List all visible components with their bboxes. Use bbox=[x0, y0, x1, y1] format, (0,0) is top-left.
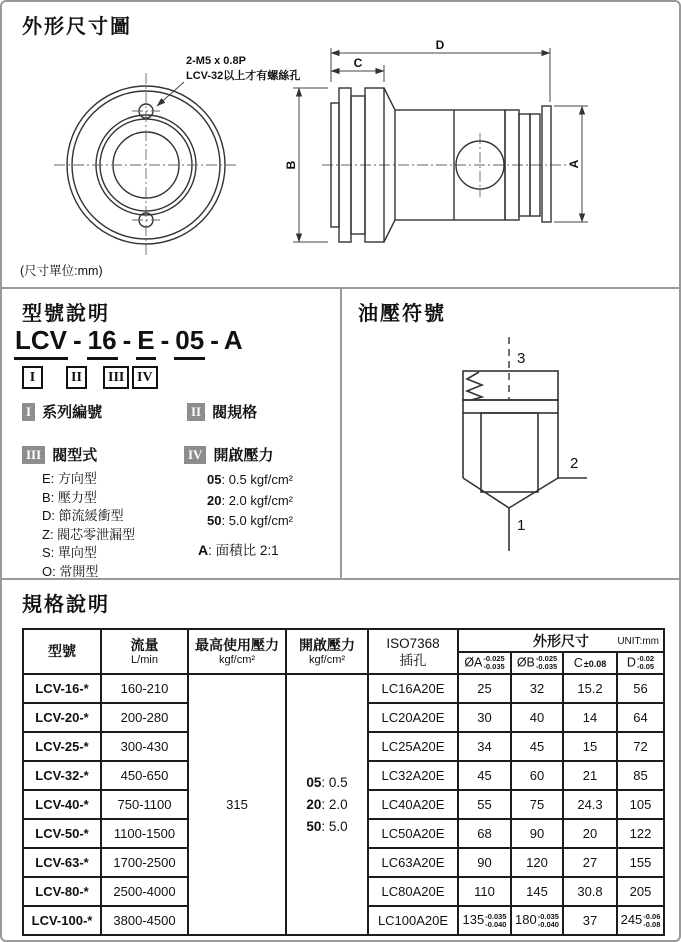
tolerance-stack bbox=[483, 655, 504, 671]
dim-a-cell: 90 bbox=[458, 848, 511, 877]
hydraulic-symbol-section bbox=[342, 289, 679, 578]
legend-opening-pressure: IV 開啟壓力 bbox=[184, 444, 273, 465]
dim-d-cell: 72 bbox=[617, 732, 664, 761]
dim-b-cell: 60 bbox=[511, 761, 563, 790]
model-cell: LCV-40-* bbox=[23, 790, 101, 819]
model-code-segment: A bbox=[223, 325, 243, 355]
dim-c-cell: 15.2 bbox=[563, 674, 617, 703]
dim-b-cell: 120 bbox=[511, 848, 563, 877]
dim-a-cell: 30 bbox=[458, 703, 511, 732]
dim-column-header bbox=[511, 652, 563, 674]
hydraulic-symbol bbox=[342, 289, 679, 574]
dim-column-name: ØB bbox=[516, 655, 535, 670]
max-pressure-cell: 315 bbox=[188, 674, 286, 935]
flow-cell: 1100-1500 bbox=[101, 819, 188, 848]
model-cell: LCV-32-* bbox=[23, 761, 101, 790]
opening-pressure-line: 05: 0.5 bbox=[306, 774, 348, 790]
dim-d-cell: 85 bbox=[617, 761, 664, 790]
model-code-segment: 05 bbox=[174, 325, 205, 360]
tolerance-bottom: -0.035 bbox=[535, 662, 558, 671]
opening-pressure-code: 05 bbox=[306, 774, 322, 790]
annotation-line2: LCV-32以上才有螺絲孔 bbox=[186, 70, 301, 82]
model-section-title: 型號說明 bbox=[22, 303, 110, 325]
specification-section bbox=[2, 580, 679, 940]
roman-box-2: II bbox=[66, 366, 87, 389]
tolerance-bottom: -0.05 bbox=[636, 662, 655, 671]
tolerance-stack bbox=[637, 655, 654, 671]
dim-column-header bbox=[617, 652, 664, 674]
model-code-section bbox=[2, 289, 342, 578]
col-header-max-pressure: 最高使用壓力 kgf/cm² bbox=[188, 629, 286, 674]
dim-d-cell bbox=[617, 906, 664, 935]
dim-a-cell bbox=[458, 906, 511, 935]
side-view bbox=[322, 88, 567, 242]
dim-c-cell: 27 bbox=[563, 848, 617, 877]
opening-pressure-line: 50: 5.0 bbox=[306, 818, 348, 834]
cavity-cell: LC100A20E bbox=[368, 906, 458, 935]
dim-b-cell: 90 bbox=[511, 819, 563, 848]
dim-column-name: ØA bbox=[464, 655, 483, 670]
dimension-section-title: 外形尺寸圖 bbox=[22, 16, 132, 38]
dim-d-cell: 205 bbox=[617, 877, 664, 906]
valve-type-list bbox=[42, 470, 135, 581]
flow-cell: 750-1100 bbox=[101, 790, 188, 819]
dim-b-cell: 75 bbox=[511, 790, 563, 819]
dim-a-cell: 68 bbox=[458, 819, 511, 848]
model-cell: LCV-80-* bbox=[23, 877, 101, 906]
dim-value: 135 bbox=[462, 912, 485, 928]
spec-table-body bbox=[23, 674, 664, 935]
model-code-separator: - bbox=[160, 325, 170, 355]
poppet-left-edge bbox=[463, 478, 509, 508]
dim-c-cell: 14 bbox=[563, 703, 617, 732]
legend-valve-type: III 閥型式 bbox=[22, 444, 97, 465]
dim-d-cell: 155 bbox=[617, 848, 664, 877]
dim-a-cell: 55 bbox=[458, 790, 511, 819]
port-label-3: 3 bbox=[517, 350, 526, 367]
roman-box-4: IV bbox=[132, 366, 158, 389]
dim-column-header bbox=[458, 652, 511, 674]
dim-b-cell: 145 bbox=[511, 877, 563, 906]
annotation-line1: 2-M5 x 0.8P bbox=[186, 55, 246, 67]
cavity-cell: LC80A20E bbox=[368, 877, 458, 906]
symbol-section-title: 油壓符號 bbox=[358, 303, 446, 325]
dim-value: 180 bbox=[515, 912, 537, 928]
dim-c-cell: 37 bbox=[563, 906, 617, 935]
dim-column-header bbox=[563, 652, 617, 674]
dim-a-cell: 25 bbox=[458, 674, 511, 703]
model-cell: LCV-50-* bbox=[23, 819, 101, 848]
opening-pressure-code: 05 bbox=[207, 472, 222, 487]
cavity-cell: LC25A20E bbox=[368, 732, 458, 761]
dim-c-cell: 21 bbox=[563, 761, 617, 790]
flow-cell: 3800-4500 bbox=[101, 906, 188, 935]
tolerance-stack bbox=[538, 913, 559, 929]
cavity-cell: LC16A20E bbox=[368, 674, 458, 703]
tolerance-top: -0.06 bbox=[643, 911, 661, 921]
valve-type-item: O: 常開型 bbox=[42, 563, 99, 579]
roman-chip-3: III bbox=[22, 446, 45, 464]
dim-d-cell: 64 bbox=[617, 703, 664, 732]
flow-cell: 200-280 bbox=[101, 703, 188, 732]
valve-type-item: D: 節流緩衝型 bbox=[42, 508, 124, 523]
tolerance-top: -0.025 bbox=[483, 654, 505, 663]
flow-cell: 160-210 bbox=[101, 674, 188, 703]
roman-box-3: III bbox=[103, 366, 129, 389]
model-code-segment: E bbox=[136, 325, 155, 360]
dim-d-cell: 122 bbox=[617, 819, 664, 848]
tolerance-bottom: -0.040 bbox=[537, 919, 559, 929]
dim-label-a: A bbox=[567, 159, 581, 169]
port-label-2: 2 bbox=[570, 455, 579, 472]
tolerance-top: -0.025 bbox=[535, 654, 558, 663]
dim-a-cell: 110 bbox=[458, 877, 511, 906]
flow-cell: 2500-4000 bbox=[101, 877, 188, 906]
cavity-cell: LC20A20E bbox=[368, 703, 458, 732]
middle-section bbox=[2, 287, 679, 580]
model-code-segment: LCV bbox=[14, 325, 68, 360]
cavity-cell: LC40A20E bbox=[368, 790, 458, 819]
dim-d-cell: 105 bbox=[617, 790, 664, 819]
model-code-separator: - bbox=[122, 325, 132, 355]
dim-b-cell: 40 bbox=[511, 703, 563, 732]
dim-label-d: D bbox=[435, 38, 445, 52]
dim-a-cell: 34 bbox=[458, 732, 511, 761]
legend-series: I 系列編號 bbox=[22, 401, 102, 422]
col-header-flow: 流量 L/min bbox=[101, 629, 188, 674]
roman-chip-4: IV bbox=[184, 446, 206, 464]
table-row bbox=[23, 674, 664, 703]
opening-pressure-item: 50: 5.0 kgf/cm² bbox=[207, 513, 293, 528]
cavity-cell: LC63A20E bbox=[368, 848, 458, 877]
col-header-dimensions: 外形尺寸 UNIT:mm bbox=[458, 629, 664, 652]
dim-column-name: C bbox=[573, 656, 583, 670]
dimension-drawing-section bbox=[2, 2, 679, 287]
tolerance-bottom: -0.035 bbox=[483, 662, 505, 671]
tolerance-stack bbox=[536, 655, 557, 671]
dim-a-cell: 45 bbox=[458, 761, 511, 790]
model-cell: LCV-20-* bbox=[23, 703, 101, 732]
dim-label-b: B bbox=[284, 160, 298, 170]
opening-pressure-list bbox=[207, 470, 293, 532]
cavity-cell: LC32A20E bbox=[368, 761, 458, 790]
tolerance-stack bbox=[485, 913, 506, 929]
spec-section-title: 規格說明 bbox=[22, 594, 110, 616]
opening-pressure-values bbox=[306, 772, 347, 838]
roman-chip-2: II bbox=[187, 403, 205, 421]
model-code-separator: - bbox=[73, 325, 82, 355]
drawing-unit-note: (尺寸單位:mm) bbox=[20, 264, 103, 278]
valve-type-item: S: 單向型 bbox=[42, 545, 97, 560]
model-cell: LCV-16-* bbox=[23, 674, 101, 703]
opening-pressure-code: 20 bbox=[207, 492, 222, 508]
tolerance-single: ±0.08 bbox=[583, 658, 607, 669]
flow-cell: 300-430 bbox=[101, 732, 188, 761]
roman-chip-1: I bbox=[22, 403, 35, 421]
valve-type-item: Z: 閥芯零泄漏型 bbox=[42, 526, 136, 542]
poppet-right-edge bbox=[509, 478, 558, 508]
model-cell: LCV-63-* bbox=[23, 848, 101, 877]
dim-c-cell: 15 bbox=[563, 732, 617, 761]
dim-c-cell: 24.3 bbox=[563, 790, 617, 819]
opening-pressure-cell bbox=[286, 674, 368, 935]
col-header-opening-pressure: 開啟壓力 kgf/cm² bbox=[286, 629, 368, 674]
cavity-cell: LC50A20E bbox=[368, 819, 458, 848]
opening-pressure-item: 20: 2.0 kgf/cm² bbox=[207, 492, 293, 508]
col-header-model: 型號 bbox=[23, 629, 101, 674]
opening-pressure-code: 50 bbox=[207, 513, 222, 528]
area-ratio-note: A: 面積比 2:1 bbox=[198, 542, 279, 558]
opening-pressure-line: 20: 2.0 bbox=[306, 796, 348, 812]
dim-label-c: C bbox=[353, 56, 363, 70]
legend-valve-size: II 閥規格 bbox=[187, 401, 257, 422]
tolerance-top: -0.035 bbox=[485, 911, 507, 921]
dim-b-cell: 32 bbox=[511, 674, 563, 703]
flow-cell: 1700-2500 bbox=[101, 848, 188, 877]
flow-cell: 450-650 bbox=[101, 761, 188, 790]
spring-symbol bbox=[467, 372, 482, 400]
dim-c-cell: 20 bbox=[563, 819, 617, 848]
tolerance-top: -0.02 bbox=[636, 654, 655, 663]
roman-box-1: I bbox=[22, 366, 43, 389]
dim-c-cell: 30.8 bbox=[563, 877, 617, 906]
opening-pressure-code: 20 bbox=[306, 796, 322, 812]
valve-type-item: B: 壓力型 bbox=[42, 489, 97, 505]
dimension-drawing bbox=[2, 2, 681, 287]
model-cell: LCV-100-* bbox=[23, 906, 101, 935]
port-label-1: 1 bbox=[517, 517, 526, 534]
model-code bbox=[14, 325, 243, 360]
dim-b-cell: 45 bbox=[511, 732, 563, 761]
front-view bbox=[54, 73, 238, 257]
dim-value: 245 bbox=[620, 912, 643, 928]
tolerance-stack bbox=[643, 913, 660, 929]
dim-d-cell: 56 bbox=[617, 674, 664, 703]
opening-pressure-item: 05: 0.5 kgf/cm² bbox=[207, 472, 293, 487]
col-header-cavity: ISO7368 插孔 bbox=[368, 629, 458, 674]
model-cell: LCV-25-* bbox=[23, 732, 101, 761]
model-code-segment: 16 bbox=[87, 325, 118, 360]
opening-pressure-code: 50 bbox=[306, 818, 322, 834]
area-ratio-code: A bbox=[198, 542, 209, 558]
spec-table bbox=[22, 628, 665, 936]
table-unit-note: UNIT:mm bbox=[617, 636, 659, 647]
dim-column-name: D bbox=[626, 655, 636, 670]
dim-b-cell bbox=[511, 906, 563, 935]
model-code-separator: - bbox=[210, 325, 219, 355]
tolerance-bottom: -0.040 bbox=[485, 919, 507, 929]
valve-type-item: E: 方向型 bbox=[42, 471, 97, 486]
tolerance-top: -0.035 bbox=[537, 911, 559, 921]
tolerance-bottom: -0.08 bbox=[643, 919, 661, 929]
